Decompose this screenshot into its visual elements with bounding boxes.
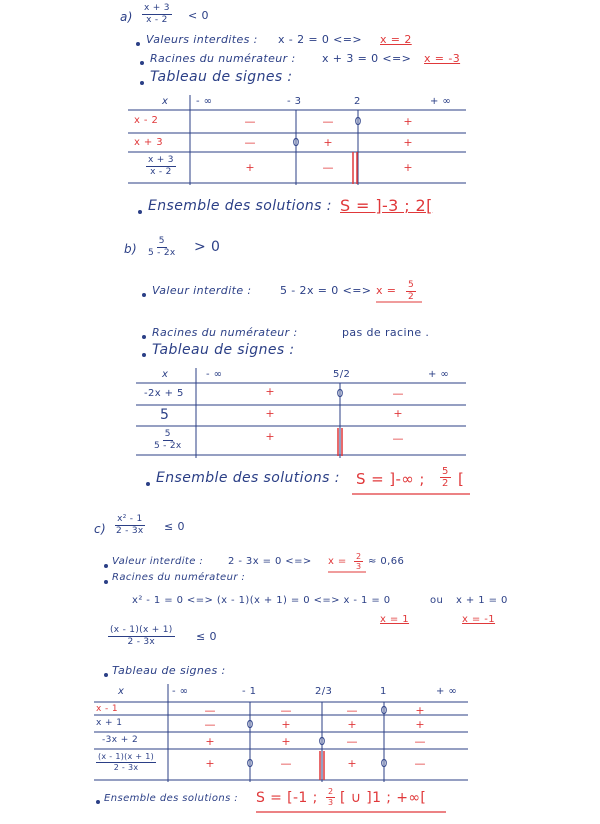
table-c-row4-label-den: 2 - 3x: [113, 763, 139, 772]
part-c-valeurs-result: x =: [328, 556, 347, 567]
table-c-row1-sign: —: [280, 704, 292, 717]
table-a-row1-sign: —: [244, 115, 256, 128]
part-b-label: b): [124, 242, 138, 256]
table-c-row3-zero: 0: [318, 735, 326, 748]
table-c-row4-sign: —: [414, 757, 426, 770]
table-b-row3-sign: —: [392, 432, 404, 445]
part-c-denominator: 2 - 3x: [116, 526, 144, 536]
part-c-relation: ≤ 0: [164, 520, 185, 533]
table-c-header-minus-infinity: - ∞: [172, 686, 189, 697]
table-b-row2-sign: +: [265, 407, 275, 420]
part-c-numerator: x² - 1: [117, 514, 143, 524]
table-a-header-minus-infinity: - ∞: [196, 96, 213, 107]
part-c-valeurs-equation: 2 - 3x = 0 <=>: [228, 556, 312, 567]
table-b-header-minus-infinity: - ∞: [206, 369, 223, 380]
part-a-relation: < 0: [188, 9, 209, 22]
table-a-header-value-1: - 3: [287, 96, 302, 107]
part-c-racines-result-2: x = -1: [462, 614, 496, 625]
part-b-tableau-label: Tableau de signes :: [152, 342, 295, 358]
part-b-racines-label: Racines du numérateur :: [152, 326, 298, 339]
part-b-valeurs-num: 5: [408, 280, 415, 290]
table-c-row3-sign: +: [205, 735, 215, 748]
table-a-header-plus-infinity: + ∞: [430, 96, 452, 107]
table-a-row2-label: x + 3: [134, 137, 164, 148]
part-a-valeurs-equation: x - 2 = 0 <=>: [278, 33, 363, 46]
table-c-row4-zero: 0: [246, 757, 254, 770]
part-c-valeurs-num: 2: [356, 552, 362, 561]
part-a-ensemble-label: Ensemble des solutions :: [148, 198, 332, 214]
table-b-row3-label-den: 5 - 2x: [154, 441, 182, 451]
part-c-tableau-label: Tableau de signes :: [112, 664, 226, 677]
table-c-header-plus-infinity: + ∞: [436, 686, 458, 697]
table-a-row2-zero: 0: [292, 136, 300, 149]
table-c-row4-sign: +: [205, 757, 215, 770]
table-c-row1-label: x - 1: [96, 704, 119, 714]
table-a-row3-label-num: x + 3: [148, 155, 174, 165]
part-b-valeurs-label: Valeur interdite :: [152, 284, 252, 297]
table-c-row1-sign: —: [204, 704, 216, 717]
part-b-ensemble-result: S = ]-∞ ;: [356, 470, 425, 488]
part-c-valeurs-label: Valeur interdite :: [112, 556, 204, 567]
part-b-relation: > 0: [194, 239, 221, 255]
table-a-row1-sign: —: [322, 115, 334, 128]
table-c-row4-sign: +: [347, 757, 357, 770]
table-c-row4-zero: 0: [380, 757, 388, 770]
part-c-racines-equation-1: x² - 1 = 0 <=> (x - 1)(x + 1) = 0 <=> x - 1 = 0: [132, 595, 391, 606]
part-c-racines-label: Racines du numérateur :: [112, 572, 246, 583]
table-b-header-plus-infinity: + ∞: [428, 369, 450, 380]
table-a-header-x: x: [162, 96, 169, 107]
table-a-row1-sign: +: [403, 115, 413, 128]
part-c-racines-equation-2: x + 1 = 0: [456, 595, 508, 606]
part-b-valeurs-result: x =: [376, 284, 397, 297]
table-c-row2-sign: +: [347, 718, 357, 731]
table-b-row1-zero: 0: [336, 387, 344, 400]
table-a-row3-sign: +: [245, 161, 255, 174]
table-c-header-value-1: - 1: [242, 686, 257, 697]
part-b-ensemble-num: 5: [442, 466, 449, 477]
part-b-valeurs-den: 2: [408, 292, 415, 302]
part-c-valeurs-approx: ≈ 0,66: [368, 556, 405, 567]
table-c-header-value-2: 2/3: [315, 686, 333, 697]
table-c-header-x: x: [118, 686, 125, 697]
table-c-row2-sign: —: [204, 718, 216, 731]
table-b-header-x: x: [162, 369, 169, 380]
table-a-row2-sign: +: [323, 136, 333, 149]
table-c-row2-sign: +: [415, 718, 425, 731]
table-c-row2-label: x + 1: [96, 718, 123, 728]
table-b-row1-sign: +: [265, 385, 275, 398]
part-b-racines-result: pas de racine .: [342, 326, 430, 339]
part-c-valeurs-den: 3: [356, 562, 362, 571]
table-c-row3-label: -3x + 2: [102, 735, 139, 745]
part-a-denominator: x - 2: [146, 15, 168, 25]
table-b-row3-label-num: 5: [164, 429, 171, 439]
table-c-row1-sign: —: [346, 704, 358, 717]
table-a-row2-sign: —: [244, 136, 256, 149]
part-c-factored-relation: ≤ 0: [196, 630, 217, 643]
part-b-ensemble-den: 2: [442, 478, 449, 489]
part-b-valeurs-equation: 5 - 2x = 0 <=>: [280, 284, 372, 297]
part-a-numerator: x + 3: [144, 3, 170, 13]
table-c-row2-zero: 0: [246, 718, 254, 731]
table-c-row1-zero: 0: [380, 704, 388, 717]
table-c-row1-sign: +: [415, 704, 425, 717]
part-c-ensemble-den: 3: [328, 798, 334, 807]
part-c-racines-ou: ou: [430, 595, 444, 606]
table-c-row3-sign: +: [281, 735, 291, 748]
part-c-factored-den: 2 - 3x: [127, 637, 156, 647]
part-a-ensemble-result: S = ]-3 ; 2[: [340, 196, 433, 215]
table-a-row2-sign: +: [403, 136, 413, 149]
part-a-racines-result: x = -3: [424, 52, 461, 65]
table-c-row4-label-num: (x - 1)(x + 1): [98, 752, 155, 761]
part-c-label: c): [94, 522, 107, 536]
part-c-ensemble-result: S = [-1 ;: [256, 790, 318, 806]
table-b-header-value: 5/2: [333, 369, 351, 380]
table-a-row3-sign: —: [322, 161, 334, 174]
table-c-row4-sign: —: [280, 757, 292, 770]
table-a-row1-zero: 0: [354, 115, 362, 128]
table-c-row3-sign: —: [346, 735, 358, 748]
table-b-row1-label: -2x + 5: [144, 388, 184, 399]
part-a-tableau-label: Tableau de signes :: [150, 69, 293, 85]
table-c-header-value-3: 1: [380, 686, 387, 697]
table-c-row3-sign: —: [414, 735, 426, 748]
table-a-header-value-2: 2: [354, 96, 361, 107]
part-a-label: a): [120, 10, 133, 24]
part-b-ensemble-bracket: [: [458, 470, 465, 488]
part-b-numerator: 5: [158, 236, 165, 246]
table-b-row2-sign: +: [393, 407, 403, 420]
table-b-row3-sign: +: [265, 430, 275, 443]
table-a-row1-label: x - 2: [134, 115, 159, 126]
part-b-ensemble-label: Ensemble des solutions :: [156, 470, 340, 486]
part-a-valeurs-result: x = 2: [380, 33, 412, 46]
part-c-factored-num: (x - 1)(x + 1): [110, 625, 173, 635]
table-a-row3-label-den: x - 2: [150, 167, 172, 177]
part-a-racines-equation: x + 3 = 0 <=>: [322, 52, 412, 65]
table-b-row2-label: 5: [160, 407, 170, 423]
part-c-ensemble-label: Ensemble des solutions :: [104, 793, 239, 804]
part-c-ensemble-union: [ ∪ ]1 ; +∞[: [340, 790, 427, 806]
part-b-denominator: 5 - 2x: [148, 248, 176, 258]
table-c-row2-sign: +: [281, 718, 291, 731]
part-c-ensemble-num: 2: [328, 787, 334, 796]
part-a-racines-label: Racines du numérateur :: [150, 52, 296, 65]
table-b-row1-sign: —: [392, 387, 404, 400]
table-a-row3-sign: +: [403, 161, 413, 174]
part-c-racines-result-1: x = 1: [380, 614, 410, 625]
part-a-valeurs-label: Valeurs interdites :: [146, 33, 258, 46]
